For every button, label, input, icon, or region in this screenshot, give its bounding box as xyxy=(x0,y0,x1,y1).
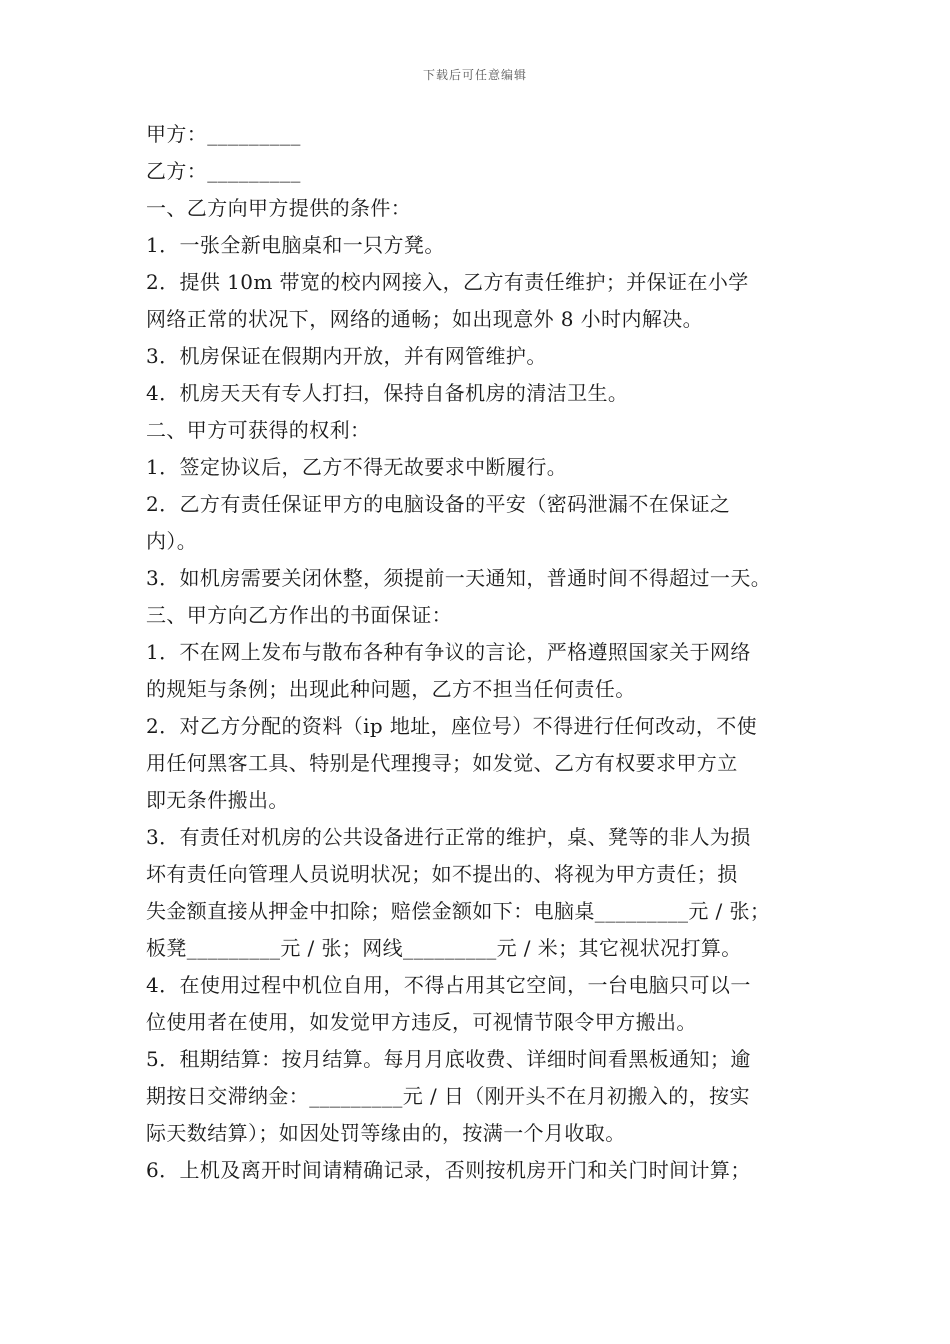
paragraph-line: 失金额直接从押金中扣除；赔偿金额如下：电脑桌_________元 / 张； xyxy=(146,899,771,923)
paragraph-line: 5．租期结算：按月结算。每月月底收费、详细时间看黑板通知；逾 xyxy=(146,1047,751,1071)
party-b-line: 乙方：_________ xyxy=(146,159,301,183)
paragraph-line: 3．机房保证在假期内开放，并有网管维护。 xyxy=(146,344,547,368)
document-body xyxy=(146,116,826,1189)
paragraph-line: 用任何黑客工具、特别是代理搜寻；如发觉、乙方有权要求甲方立 xyxy=(146,751,738,775)
paragraph-line: 3．有责任对机房的公共设备进行正常的维护，桌、凳等的非人为损 xyxy=(146,825,751,849)
section-heading-3: 三、甲方向乙方作出的书面保证： xyxy=(146,603,452,627)
paragraph-line: 1．不在网上发布与散布各种有争议的言论，严格遵照国家关于网络 xyxy=(146,640,751,664)
paragraph-line: 的规矩与条例；出现此种问题，乙方不担当任何责任。 xyxy=(146,677,636,701)
paragraph-line: 6．上机及离开时间请精确记录，否则按机房开门和关门时间计算； xyxy=(146,1158,751,1182)
paragraph-line: 1．一张全新电脑桌和一只方凳。 xyxy=(146,233,445,257)
paragraph-line: 2．乙方有责任保证甲方的电脑设备的平安（密码泄漏不在保证之 xyxy=(146,492,731,516)
paragraph-line: 3．如机房需要关闭休整，须提前一天通知，普通时间不得超过一天。 xyxy=(146,566,772,590)
paragraph-line: 1．签定协议后，乙方不得无故要求中断履行。 xyxy=(146,455,568,479)
party-a-line: 甲方：_________ xyxy=(146,122,301,146)
paragraph-line: 板凳_________元 / 张；网线_________元 / 米；其它视状况打算。 xyxy=(146,936,742,960)
paragraph-line: 坏有责任向管理人员说明状况；如不提出的、将视为甲方责任；损 xyxy=(146,862,738,886)
page-header: 下载后可任意编辑 xyxy=(422,68,527,82)
paragraph-line: 即无条件搬出。 xyxy=(146,788,289,812)
paragraph-line: 位使用者在使用，如发觉甲方违反，可视情节限令甲方搬出。 xyxy=(146,1010,697,1034)
paragraph-line: 4．在使用过程中机位自用，不得占用其它空间，一台电脑只可以一 xyxy=(146,973,751,997)
paragraph-line: 网络正常的状况下，网络的通畅；如出现意外 8 小时内解决。 xyxy=(146,307,704,331)
section-heading-1: 一、乙方向甲方提供的条件： xyxy=(146,196,412,220)
paragraph-line: 际天数结算）；如因处罚等缘由的，按满一个月收取。 xyxy=(146,1121,626,1145)
paragraph-line: 2．提供 10m 带宽的校内网接入，乙方有责任维护；并保证在小学 xyxy=(146,270,749,294)
paragraph-line: 4．机房天天有专人打扫，保持自备机房的清洁卫生。 xyxy=(146,381,629,405)
paragraph-line: 期按日交滞纳金：_________元 / 日（刚开头不在月初搬入的，按实 xyxy=(146,1084,750,1108)
paragraph-line: 内）。 xyxy=(146,529,198,553)
section-heading-2: 二、甲方可获得的权利： xyxy=(146,418,371,442)
paragraph-line: 2．对乙方分配的资料（ip 地址，座位号）不得进行任何改动，不使 xyxy=(146,714,758,738)
